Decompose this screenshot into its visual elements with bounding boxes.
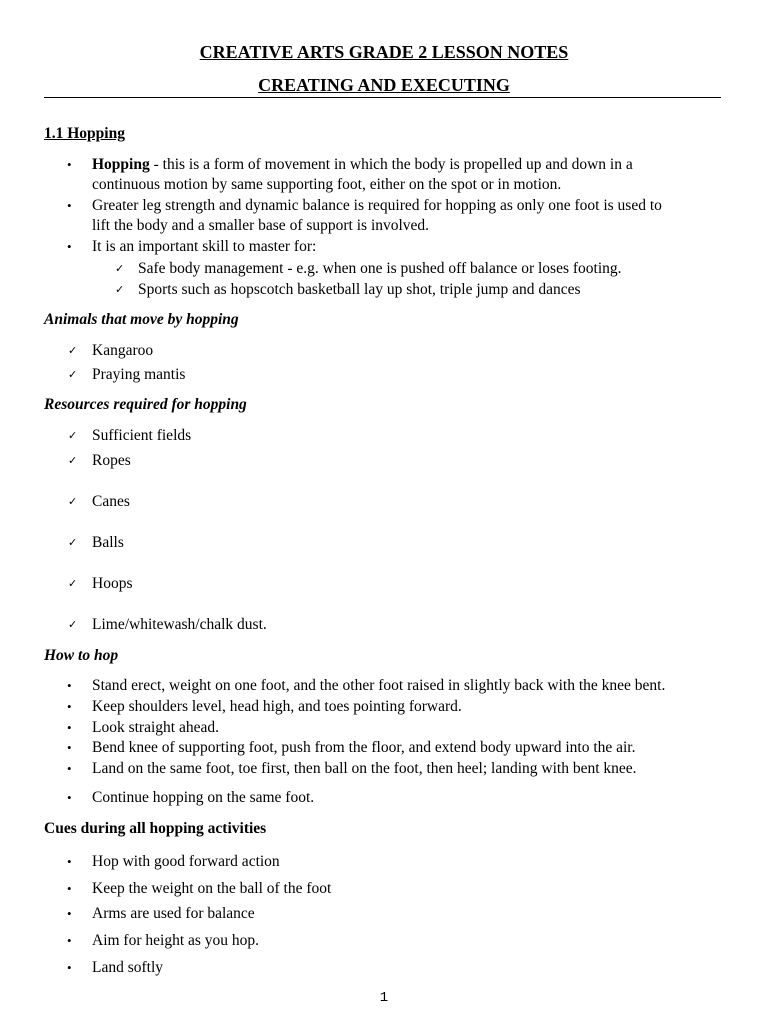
bullet-icon: • <box>67 720 72 735</box>
bullet-icon: • <box>67 854 72 869</box>
hopping-definition-cont: continuous motion by same supporting foot, either on the spot or in motion. <box>92 176 562 193</box>
hopping-definition-text: - this is a form of movement in which the body is propelled up and down in a <box>149 156 633 173</box>
header-divider <box>44 97 721 98</box>
check-icon: ✓ <box>68 455 78 467</box>
resource-item: Hoops <box>92 575 133 592</box>
cue-item: Arms are used for balance <box>92 905 255 922</box>
bullet-icon: • <box>67 198 72 213</box>
bullet-icon: • <box>67 881 72 896</box>
cues-heading: Cues during all hopping activities <box>44 820 267 837</box>
leg-strength-text-cont: lift the body and a smaller base of support is involved. <box>92 217 430 234</box>
important-skill-text: It is an important skill to master for: <box>92 238 317 255</box>
bullet-icon: • <box>67 678 72 693</box>
check-icon: ✓ <box>68 537 78 549</box>
animal-item: Praying mantis <box>92 366 186 383</box>
step-item: Continue hopping on the same foot. <box>92 789 315 806</box>
check-icon: ✓ <box>68 578 78 590</box>
check-icon: ✓ <box>68 369 78 381</box>
bullet-icon: • <box>67 761 72 776</box>
page-number: 1 <box>379 990 389 1006</box>
bullet-icon: • <box>67 740 72 755</box>
check-icon: ✓ <box>68 430 78 442</box>
bullet-icon: • <box>67 699 72 714</box>
section-heading-hopping: 1.1 Hopping <box>44 125 125 142</box>
step-item: Bend knee of supporting foot, push from the floor, and extend body upward into the air. <box>92 739 636 756</box>
cue-item: Hop with good forward action <box>92 853 280 870</box>
check-icon: ✓ <box>115 284 125 296</box>
animal-item: Kangaroo <box>92 342 154 359</box>
hopping-definition <box>92 156 633 174</box>
step-item: Land on the same foot, toe first, then ball on the foot, then heel; landing with bent knee. <box>92 760 637 777</box>
bullet-icon: • <box>67 239 72 254</box>
animals-heading: Animals that move by hopping <box>44 311 239 328</box>
leg-strength-text: Greater leg strength and dynamic balance is required for hopping as only one foot is used to <box>92 197 662 214</box>
resource-item: Canes <box>92 493 130 510</box>
sub-item: Sports such as hopscotch basketball lay up shot, triple jump and dances <box>138 281 581 298</box>
document-subtitle: CREATING AND EXECUTING <box>258 75 510 95</box>
resource-item: Sufficient fields <box>92 427 192 444</box>
check-icon: ✓ <box>68 345 78 357</box>
step-item: Stand erect, weight on one foot, and the other foot raised in slightly back with the knee bent. <box>92 677 666 694</box>
cue-item: Land softly <box>92 959 164 976</box>
cue-item: Aim for height as you hop. <box>92 932 260 949</box>
bullet-icon: • <box>67 933 72 948</box>
cue-item: Keep the weight on the ball of the foot <box>92 880 332 897</box>
document-title: CREATIVE ARTS GRADE 2 LESSON NOTES <box>199 42 569 62</box>
check-icon: ✓ <box>68 496 78 508</box>
how-to-hop-heading: How to hop <box>44 647 119 664</box>
bullet-icon: • <box>67 960 72 975</box>
bullet-icon: • <box>67 790 72 805</box>
resources-heading: Resources required for hopping <box>44 396 247 413</box>
step-item: Look straight ahead. <box>92 719 219 736</box>
resource-item: Ropes <box>92 452 131 469</box>
sub-item: Safe body management - e.g. when one is pushed off balance or loses footing. <box>138 260 622 277</box>
resource-item: Balls <box>92 534 124 551</box>
bullet-icon: • <box>67 906 72 921</box>
bullet-icon: • <box>67 157 72 172</box>
hopping-term: Hopping <box>92 156 150 173</box>
step-item: Keep shoulders level, head high, and toes pointing forward. <box>92 698 462 715</box>
check-icon: ✓ <box>68 619 78 631</box>
resource-item: Lime/whitewash/chalk dust. <box>92 616 267 633</box>
check-icon: ✓ <box>115 263 125 275</box>
